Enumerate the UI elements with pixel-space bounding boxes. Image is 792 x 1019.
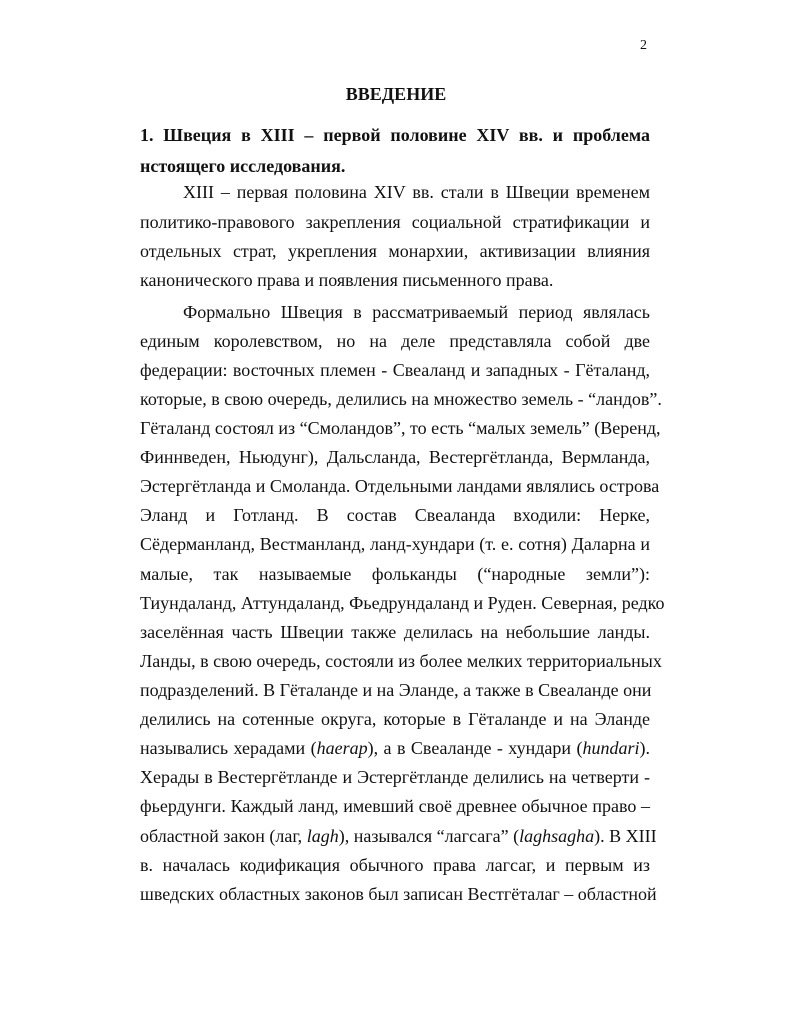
text-line: заселённая часть Швеции также делилась на небольшие ланды. — [140, 622, 650, 642]
text-segment: ), назывался “лагсага” ( — [338, 826, 520, 846]
text-segment: областной закон (лаг, — [140, 826, 307, 846]
text-line: подразделений. В Гёталанде и на Эланде, а также в Свеаланде они — [140, 680, 652, 700]
text-line: шведских областных законов был записан Вестгёталаг – областной — [140, 884, 657, 904]
page-title: ВВЕДЕНИЕ — [345, 84, 447, 104]
text-line: Ланды, в свою очередь, состояли из более мелких территориальных — [140, 651, 662, 671]
text-line: Сёдерманланд, Вестманланд, ланд-хундари (т. е. сотня) Даларна и — [140, 534, 650, 554]
text-line: которые, в свою очередь, делились на множество земель - “ландов”. — [140, 389, 662, 409]
text-line: фьердунги. Каждый ланд, имевший своё древнее обычное право – — [140, 796, 650, 816]
text-line: малые, так называемые фольканды (“народные земли”): — [140, 564, 650, 584]
text-line: Финнведен, Ньюдунг), Дальсланда, Вестергётланда, Вермланда, — [140, 447, 650, 467]
text-line: Гёталанд состоял из “Смоландов”, то есть “малых земель” (Веренд, — [140, 418, 661, 438]
text-line: Формально Швеция в рассматриваемый период являлась — [183, 302, 650, 322]
section-title-line: 1. Швеция в XIII – первой половине XIV вв. и проблема — [140, 125, 650, 145]
page-number: 2 — [640, 38, 647, 53]
latin-term: hundari — [582, 738, 640, 758]
text-segment: ), а в Свеаланде - хундари ( — [367, 738, 583, 758]
text-segment: ). В XIII — [594, 826, 657, 846]
text-line: политико-правового закрепления социальной стратификации и — [140, 212, 650, 232]
text-line: единым королевством, но на деле представляла собой две — [140, 331, 650, 351]
latin-term: lagh — [306, 826, 339, 846]
text-line: Тиундаланд, Аттундаланд, Фьедрундаланд и Руден. Северная, редко — [140, 593, 665, 613]
text-segment: назывались херадами ( — [140, 738, 317, 758]
text-line: делились на сотенные округа, которые в Гёталанде и на Эланде — [140, 709, 650, 729]
text-line: канонического права и появления письменного права. — [140, 270, 554, 290]
text-line: Эланд и Готланд. В состав Свеаланда входили: Нерке, — [140, 505, 650, 525]
text-line: отдельных страт, укрепления монархии, активизации влияния — [140, 241, 650, 261]
latin-term: haerap — [316, 738, 368, 758]
text-line — [140, 738, 650, 758]
text-line: в. началась кодификация обычного права лагсаг, и первым из — [140, 855, 650, 875]
text-line — [140, 826, 657, 846]
text-line: Херады в Вестергётланде и Эстергётланде делились на четверти - — [140, 767, 650, 787]
section-title-line: нстоящего исследования. — [140, 156, 346, 176]
text-line: федерации: восточных племен - Свеаланд и западных - Гёталанд, — [140, 360, 650, 380]
text-segment: ). — [639, 738, 650, 758]
latin-term: laghsagha — [519, 826, 595, 846]
text-line: Эстергётланда и Смоланда. Отдельными ландами являлись острова — [140, 476, 660, 496]
text-line: XIII – первая половина XIV вв. стали в Швеции временем — [183, 182, 650, 202]
